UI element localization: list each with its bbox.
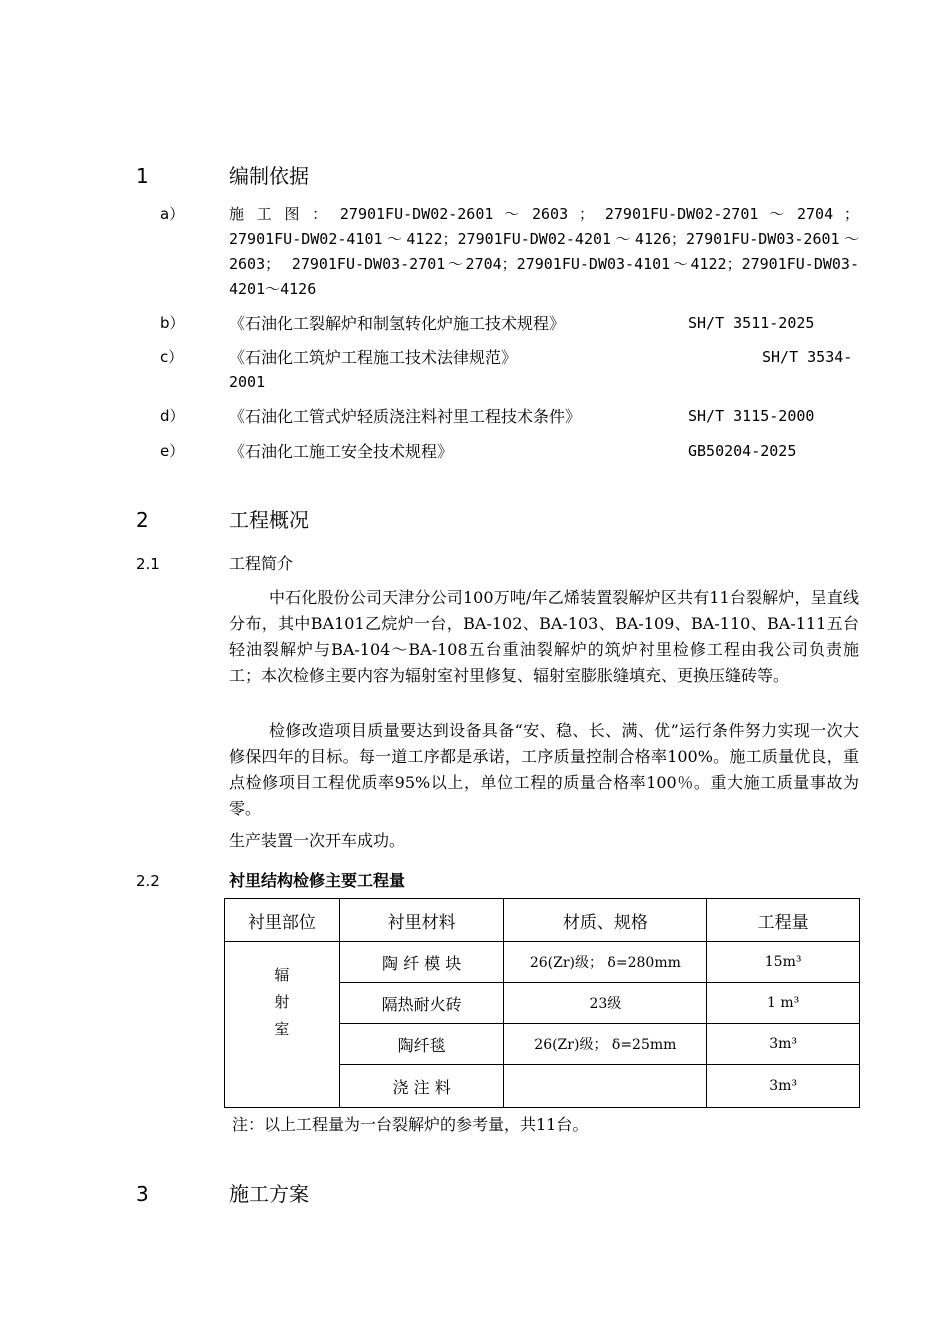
subsection-2-2-heading [0,868,950,894]
section-number: 2 [136,508,149,532]
reference-label: c） [160,348,184,366]
quantity-cell: 3m³ [707,1065,860,1108]
material-cell: 陶纤毯 [339,1024,504,1065]
material-cell: 浇 注 料 [339,1065,504,1108]
reference-label: e） [160,442,185,460]
paragraph: 中石化股份公司天津分公司100万吨/年乙烯装置裂解炉区共有11台裂解炉，呈直线分布，其中BA101乙烷炉一台，BA-102、BA-103、BA-109、BA-110、BA-111五台轻油裂解炉与BA-104～BA-108五台重油裂解炉的筑炉衬里检修工程由我公司负责施工；本次检修主要内容为辐射室衬里修复、辐射室膨胀缝填充、更换压缝砖等。 [229,588,859,685]
subsection-title: 衬里结构检修主要工程量 [229,871,406,890]
column-header: 工程量 [707,899,860,942]
reference-code: SH/T 3115-2000 [688,407,815,425]
reference-text: 施 工 图 ： 27901FU-DW02-2601 ～ 2603 ； 27901FU-DW02-2701 ～ 2704 ； 27901FU-DW02-4101～4122；27901FU-DW02-4201～4126；27901FU-DW03-2601～2603； 27901FU-DW03-2701～2704；27901FU-DW03-4101～4122；27901FU-DW03-4201～4126 [229,205,859,298]
reference-text: 《石油化工裂解炉和制氢转化炉施工技术规程》 [229,314,566,333]
table-header-row [225,899,860,942]
section-number: 1 [136,164,149,188]
column-header: 材质、规格 [504,899,707,942]
reference-text: 《石油化工施工安全技术规程》 [229,442,454,461]
column-header: 衬里材料 [339,899,504,942]
material-cell: 陶 纤 模 块 [339,942,504,983]
subsection-2-1-heading [0,551,950,577]
column-header: 衬里部位 [225,899,340,942]
subsection-title: 工程简介 [229,554,294,573]
subsection-number: 2.2 [136,872,160,890]
paragraph: 生产装置一次开车成功。 [229,831,406,850]
part-char: 射 [274,993,290,1011]
reference-code-continued: 2001 [229,373,266,391]
material-cell: 隔热耐火砖 [339,983,504,1024]
reference-code: SH/T 3511-2025 [688,314,815,332]
spec-cell: 23级 [504,983,707,1024]
section-title: 施工方案 [229,1182,309,1206]
section-title: 编制依据 [229,164,309,188]
reference-code: GB50204-2025 [688,442,797,460]
section-number: 3 [136,1182,149,1206]
reference-text: 《石油化工筑炉工程施工技术法律规范》 [229,348,518,367]
quantity-cell: 3m³ [707,1024,860,1065]
spec-cell [504,1065,707,1108]
reference-label: b） [160,314,185,332]
spec-cell: 26(Zr)级； δ=25mm [504,1024,707,1065]
section-1-heading [0,161,950,191]
subsection-number: 2.1 [136,555,160,573]
quantity-cell: 1 m³ [707,983,860,1024]
lining-quantity-table [224,898,860,1108]
part-char: 室 [274,1020,290,1038]
reference-label: a） [160,205,185,223]
table-note: 注：以上工程量为一台裂解炉的参考量，共11台。 [232,1115,589,1134]
section-title: 工程概况 [229,508,309,532]
quantity-cell: 15m³ [707,942,860,983]
spec-cell: 26(Zr)级； δ=280mm [504,942,707,983]
reference-code: SH/T 3534- [762,348,853,366]
table-row [225,942,860,983]
section-2-heading [0,505,950,535]
lining-part-cell [225,942,340,1108]
reference-label: d） [160,407,185,425]
part-char: 辐 [274,966,290,984]
section-3-heading [0,1179,950,1209]
reference-text: 《石油化工管式炉轻质浇注料衬里工程技术条件》 [229,407,582,426]
paragraph: 检修改造项目质量要达到设备具备“安、稳、长、满、优”运行条件努力实现一次大修保四年的目标。每一道工序都是承诺，工序质量控制合格率100%。施工质量优良，重点检修项目工程优质率95%以上，单位工程的质量合格率100％。重大施工质量事故为零。 [229,721,859,818]
